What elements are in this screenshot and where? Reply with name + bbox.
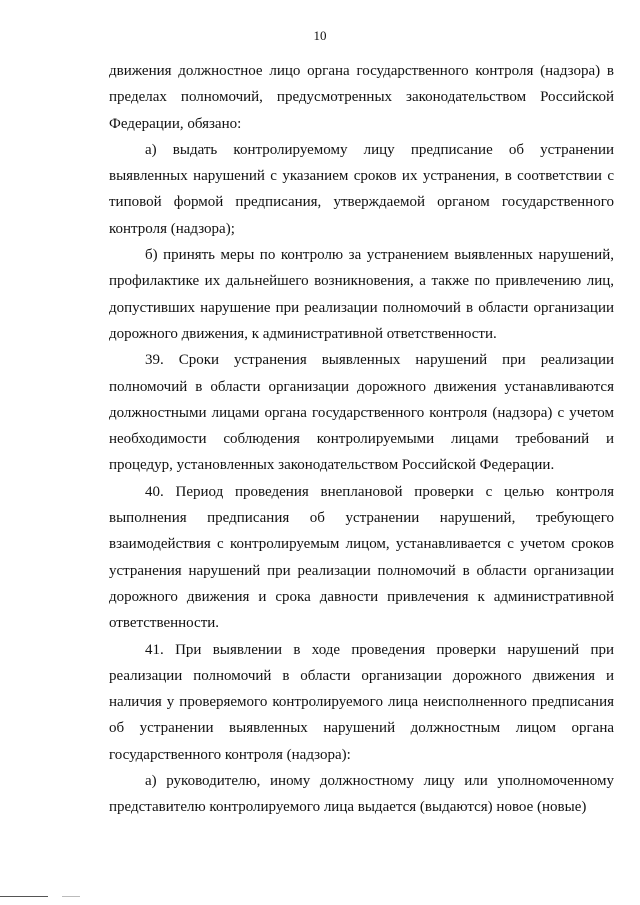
paragraph-continuation: движения должностное лицо органа государственного контроля (надзора) в пределах полномочий, предусмотренных законодательством Российской Федерации, обязано: <box>109 63 614 132</box>
footer-divider-light <box>62 896 80 897</box>
footer-divider <box>0 896 48 897</box>
paragraph-39: 39. Сроки устранения выявленных нарушений при реализации полномочий в области организации дорожного движения устанавливаются должностными лицами органа государственного контроля (надзора) с учетом необходимости соблюдения контролируемыми лицами требований и процедур, установленных законодательством Российской Федерации. <box>109 352 614 474</box>
paragraph-40: 40. Период проведения внеплановой проверки с целью контроля выполнения предписания об устранении нарушений, требующего взаимодействия с контролируемым лицом, устанавливается с учетом сроков устранения нарушений при реализации полномочий в области организации дорожного движения и срока давности привлечения к административной ответственности. <box>109 483 614 632</box>
paragraph-41: 41. При выявлении в ходе проведения проверки нарушений при реализации полномочий в области организации дорожного движения и наличия у проверяемого контролируемого лица неисполненного предписания об устранении выявленных нарушений должностным лицом органа государственного контроля (надзора): <box>109 641 614 763</box>
paragraph-item-b: б) принять меры по контролю за устранением выявленных нарушений, профилактике их дальнейшего возникновения, а также по привлечению лиц, допустивших нарушение при реализации полномочий в области организации дорожного движения, к административной ответственности. <box>109 247 614 342</box>
page-number: 10 <box>313 28 327 43</box>
document-body <box>109 58 614 821</box>
paragraph-41-item-a: а) руководителю, иному должностному лицу или уполномоченному представителю контролируемого лица выдается (выдаются) новое (новые) <box>109 773 614 816</box>
paragraph-item-a: а) выдать контролируемому лицу предписание об устранении выявленных нарушений с указанием сроков их устранения, в соответствии с типовой формой предписания, утверждаемой органом государственного контроля (надзора); <box>109 141 614 237</box>
